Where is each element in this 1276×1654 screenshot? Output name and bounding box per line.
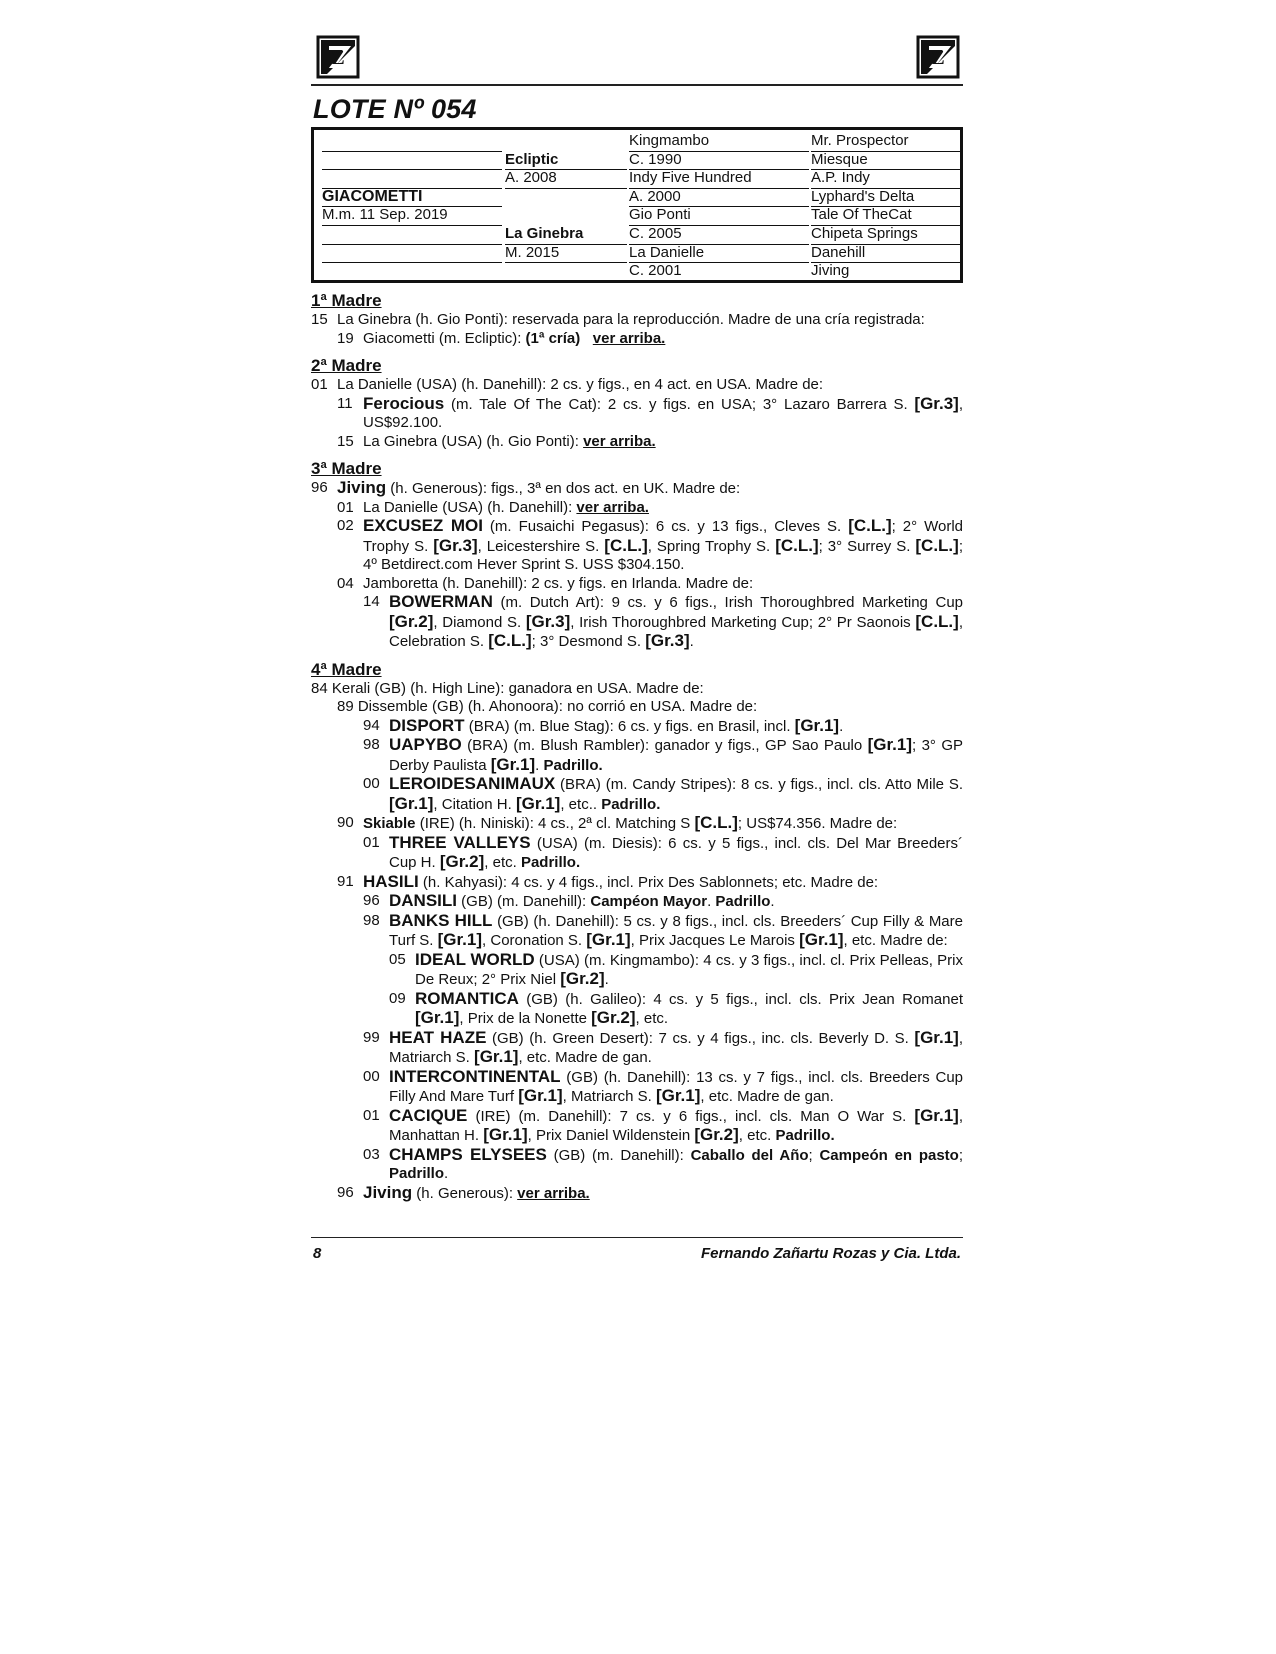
entry-text: (BRA) (m. Blush Rambler): ganador y figs., GP Sao Paulo [461, 737, 868, 754]
entry-line [311, 912, 963, 951]
entry-text: , etc. Madre de gan. [700, 1088, 834, 1105]
see-above-link: ver arriba. [583, 432, 656, 450]
entry-text: (GB) (h. Danehill): 5 cs. y 8 figs., incl. cls. Breeders´ Cup Filly & Mare Turf S. [389, 912, 963, 949]
pedigree-cell: Jiving [811, 262, 961, 282]
pedigree-row [322, 225, 960, 244]
grade-badge: [Gr.2] [560, 969, 605, 988]
pedigree-cell: A. 2000 [629, 188, 809, 208]
entry-year: 01 [337, 498, 354, 516]
pedigree-cell: M. 2015 [505, 244, 627, 264]
entry-text: , etc. [635, 1010, 669, 1027]
page-number: 8 [313, 1245, 322, 1262]
entry-text: ; US$74.356. Madre de: [737, 815, 898, 832]
svg-text:Z: Z [331, 47, 345, 69]
grade-badge: [Gr.1] [867, 735, 913, 754]
entry-year: 96 [311, 479, 328, 496]
stallion-note: Padrillo. [601, 795, 661, 813]
entry-text: (h. Generous): figs., 3ª en dos act. en UK. Madre de: [386, 480, 741, 497]
grade-badge: [Gr.1] [586, 930, 631, 949]
pedigree-cell: Indy Five Hundred [629, 169, 809, 189]
section-title: 1ª Madre [311, 291, 382, 310]
entry-text: , Irish Thoroughbred Marketing Cup; 2° Pr Saonois [570, 613, 916, 631]
entry-line [311, 395, 963, 433]
entry-line [311, 433, 963, 452]
entry-text: . [839, 717, 844, 735]
entry-year: 02 [337, 517, 354, 534]
section-tercera-madre [311, 459, 963, 652]
entry-text: (GB) (h. Green Desert): 7 cs. y 4 figs., inc. cls. Beverly D. S. [486, 1029, 915, 1047]
grade-badge: [C.L.] [915, 611, 959, 631]
entry-text: (IRE) (m. Danehill): 7 cs. y 6 figs., incl. cls. Man O War S. [467, 1107, 915, 1125]
first-foal-note: (1ª cría) [525, 329, 581, 347]
page-footer [311, 1237, 963, 1268]
grade-badge: [Gr.2] [389, 611, 434, 631]
horse-name: Jiving [363, 1182, 413, 1202]
entry-text: , Manhattan H. [389, 1107, 963, 1144]
entry-year: 11 [337, 394, 353, 412]
entry-line [311, 698, 963, 717]
pedigree-cell [505, 262, 627, 282]
pedigree-cell [322, 132, 502, 152]
entry-text: , etc.. [560, 795, 602, 813]
entry-line [311, 575, 963, 594]
entry-text: . [604, 971, 609, 988]
entry-text: . [535, 756, 544, 774]
horse-name: BANKS HILL [389, 910, 493, 930]
champion-note: Campeón en pasto [819, 1146, 959, 1164]
entry-year: 15 [311, 311, 328, 328]
grade-badge: [Gr.1] [914, 1105, 959, 1125]
pedigree-cell [322, 244, 502, 264]
horse-name: DANSILI [389, 891, 457, 910]
pedigree-row [322, 151, 960, 170]
entry-text: La Ginebra (h. Gio Ponti): reservada para la reproducción. Madre de una cría registrada: [337, 311, 925, 328]
entry-line [311, 517, 963, 575]
grade-badge: [Gr.1] [799, 930, 844, 949]
horse-name: HASILI [363, 871, 419, 891]
entry-line [311, 814, 963, 834]
entry-year: 99 [363, 1028, 380, 1046]
entry-text: , Prix Jacques Le Marois [630, 932, 800, 949]
grade-badge: [Gr.1] [490, 754, 536, 774]
champion-note: Caballo del Año [690, 1146, 809, 1164]
entry-year: 00 [363, 775, 380, 792]
pedigree-cell: La Danielle [629, 244, 809, 264]
horse-name: UAPYBO [389, 735, 462, 754]
pedigree-cell [322, 169, 502, 189]
entry-text: , Spring Trophy S. [647, 537, 776, 555]
grade-badge: [Gr.3] [645, 631, 690, 650]
svg-text:Z: Z [931, 47, 945, 69]
entry-line [311, 1068, 963, 1107]
entry-text: , Prix de la Nonette [459, 1010, 592, 1027]
pedigree-cell: Chipeta Springs [811, 225, 961, 245]
grade-badge: [C.L.] [604, 535, 648, 555]
pedigree-row [322, 132, 960, 151]
horse-name: HEAT HAZE [389, 1027, 487, 1047]
entry-line [311, 376, 963, 395]
page-header [311, 30, 963, 86]
entry-text: (BRA) (m. Blue Stag): 6 cs. y figs. en Brasil, incl. [464, 717, 795, 735]
grade-badge: [Gr.2] [439, 852, 485, 871]
entry-text: (BRA) (m. Candy Stripes): 8 cs. y figs., incl. cls. Atto Mile S. [555, 776, 963, 793]
entry-text: (IRE) (h. Niniski): 4 cs., 2ª cl. Matching S [415, 815, 695, 832]
entry-text: , Matriarch S. [562, 1088, 656, 1105]
entry-text: . [444, 1165, 449, 1182]
grade-badge: [Gr.1] [474, 1047, 519, 1066]
entry-text: Giacometti (m. Ecliptic): [363, 329, 526, 347]
horse-name: Skiable [363, 815, 416, 832]
grade-badge: [C.L.] [915, 535, 959, 555]
grade-badge: [Gr.2] [591, 1008, 636, 1027]
horse-name: THREE VALLEYS [389, 832, 531, 852]
entry-text: (USA) (m. Kingmambo): 4 cs. y 3 figs., incl. cl. Prix Pelleas, Prix De Reux; 2° Prix Niel [415, 951, 964, 988]
horse-name: BOWERMAN [389, 592, 493, 611]
entry-line [311, 990, 963, 1029]
entry-line [311, 311, 963, 330]
entry-text: ; 3° GP Derby Paulista [389, 737, 964, 774]
section-title: 2ª Madre [311, 356, 382, 375]
pedigree-cell: Lyphard's Delta [811, 188, 961, 208]
entry-year: 01 [363, 1106, 380, 1124]
pedigree-cell [322, 151, 502, 171]
entry-text: (m. Fusaichi Pegasus): 6 cs. y 13 figs., Cleves S. [482, 518, 849, 535]
entry-year: 19 [337, 329, 354, 347]
entry-line [311, 775, 963, 814]
pedigree-cell: Kingmambo [629, 132, 809, 152]
grade-badge: [Gr.1] [389, 793, 434, 813]
pedigree-birth: M.m. 11 Sep. 2019 [322, 206, 502, 226]
horse-name: LEROIDESANIMAUX [389, 774, 556, 793]
section-title: 4ª Madre [311, 659, 382, 679]
entry-text: (GB) (m. Danehill): [546, 1146, 691, 1164]
entry-text: , Coronation S. [482, 932, 587, 949]
entry-line [311, 1107, 963, 1146]
entry-text: (m. Tale Of The Cat): 2 cs. y figs. en USA; 3° Lazaro Barrera S. [444, 395, 915, 413]
pedigree-cell [505, 132, 627, 151]
pedigree-row [322, 244, 960, 263]
entry-text: (GB) (m. Danehill): [457, 893, 591, 910]
entry-line [311, 892, 963, 912]
entry-text: . [689, 633, 694, 650]
entry-text: , etc. Madre de gan. [518, 1049, 652, 1066]
entry-text: , etc. Madre de: [843, 932, 948, 949]
grade-badge: [Gr.1] [518, 1086, 563, 1105]
pedigree-cell: C. 2001 [629, 262, 809, 282]
entry-year: 01 [311, 376, 328, 393]
entry-year: 98 [363, 911, 380, 929]
entry-text: , Celebration S. [389, 613, 963, 650]
horse-name: CACIQUE [389, 1105, 468, 1125]
entry-text: La Ginebra (USA) (h. Gio Ponti): [363, 432, 584, 450]
entry-text: ; 3° Surrey S. [818, 537, 916, 555]
entry-year: 96 [337, 1183, 354, 1201]
entry-text: ; [958, 1146, 964, 1164]
pedigree-cell: Miesque [811, 151, 961, 171]
entry-text: , etc. [484, 854, 521, 871]
pedigree-row [322, 262, 960, 281]
entry-text: La Danielle (USA) (h. Danehill): [363, 498, 577, 516]
entry-line [311, 593, 963, 652]
grade-badge: [Gr.2] [694, 1125, 739, 1144]
grade-badge: [Gr.1] [415, 1008, 460, 1027]
entry-line [311, 479, 963, 499]
stallion-note: Padrillo [389, 1165, 445, 1182]
grade-badge: [Gr.1] [914, 1027, 959, 1047]
grade-badge: [C.L.] [848, 516, 892, 535]
entry-year: 09 [389, 989, 406, 1007]
entry-line [311, 680, 963, 699]
entry-text: (h. Kahyasi): 4 cs. y 4 figs., incl. Prix Des Sablonnets; etc. Madre de: [418, 873, 879, 891]
entry-text: Jamboretta (h. Danehill): 2 cs. y figs. en Irlanda. Madre de: [363, 574, 754, 592]
entry-text: ; 4º Betdirect.com Hever Sprint S. USS $304.150. [363, 537, 963, 573]
lote-title: LOTE Nº 054 [313, 94, 477, 124]
see-above-link: ver arriba. [517, 1184, 590, 1202]
pedigree-cell [505, 188, 627, 207]
entry-line [311, 834, 963, 873]
horse-name: CHAMPS ELYSEES [389, 1144, 547, 1164]
see-above-link: ver arriba. [592, 329, 666, 347]
entry-year: 90 [337, 814, 354, 831]
entry-text: . [707, 893, 716, 910]
entry-text: 89 Dissemble (GB) (h. Ahonoora): no corrió en USA. Madre de: [337, 698, 758, 715]
entry-text: . [770, 893, 775, 910]
entry-line [311, 1184, 963, 1204]
horse-name: Ferocious [363, 393, 445, 413]
stallion-note: Padrillo [715, 893, 771, 910]
pedigree-row [322, 169, 960, 188]
grade-badge: [Gr.3] [914, 393, 959, 413]
entry-line [311, 873, 963, 893]
horse-name: Jiving [337, 478, 387, 497]
entry-line [311, 1146, 963, 1184]
section-primera-madre [311, 291, 963, 348]
entry-line [311, 1029, 963, 1068]
pedigree-row [322, 188, 960, 207]
entry-text: , etc. [738, 1127, 776, 1144]
entry-year: 00 [363, 1067, 380, 1085]
entry-year: 94 [363, 716, 380, 734]
pedigree-cell [322, 262, 502, 282]
pedigree-cell [505, 206, 627, 225]
grade-badge: [Gr.1] [515, 793, 561, 813]
entry-text: (USA) (m. Diesis): 6 cs. y 5 figs., incl. cls. Del Mar Breeders´ Cup H. [389, 834, 964, 871]
grade-badge: [C.L.] [694, 813, 738, 832]
horse-name: INTERCONTINENTAL [389, 1066, 561, 1086]
pedigree-cell: Tale Of TheCat [811, 206, 961, 226]
grade-badge: [Gr.3] [525, 611, 571, 631]
pedigree-cell: C. 1990 [629, 151, 809, 171]
company-name: Fernando Zañartu Rozas y Cia. Ltda. [700, 1245, 961, 1262]
entry-text: , US$92.100. [363, 395, 963, 431]
grade-badge: [Gr.3] [433, 535, 478, 555]
entry-year: 15 [337, 432, 354, 450]
horse-name: IDEAL WORLD [415, 949, 535, 969]
entry-text: (GB) (h. Danehill): 13 cs. y 7 figs., incl. cls. Breeders Cup Filly And Mare Turf [389, 1068, 963, 1105]
entry-year: 96 [363, 892, 380, 909]
entry-year: 05 [389, 950, 406, 968]
entry-text: La Danielle (USA) (h. Danehill): 2 cs. y figs., en 4 act. en USA. Madre de: [337, 376, 824, 393]
grade-badge: [Gr.1] [483, 1125, 528, 1144]
section-cuarta-madre [311, 660, 963, 1204]
entry-text: , Diamond S. [433, 613, 526, 631]
entry-year: 01 [363, 833, 380, 851]
entry-year: 14 [363, 593, 380, 610]
grade-badge: [Gr.1] [437, 930, 483, 949]
pedigree-table [311, 127, 963, 283]
entry-text: (m. Dutch Art): 9 cs. y 6 figs., Irish Thoroughbred Marketing Cup [492, 594, 963, 611]
pedigree-sire: Ecliptic [505, 151, 627, 171]
pedigree-cell: Gio Ponti [629, 206, 809, 226]
pedigree-row [322, 206, 960, 225]
entry-text: (h. Generous): [412, 1184, 518, 1202]
grade-badge: [Gr.1] [655, 1086, 701, 1105]
entry-line [311, 717, 963, 737]
stallion-note: Padrillo. [543, 756, 603, 774]
entry-text: ; [808, 1146, 820, 1164]
pedigree-cell [322, 225, 502, 245]
entry-text: ; 2° World Trophy S. [363, 518, 964, 555]
entry-text: , Leicestershire S. [477, 537, 605, 555]
grade-badge: [Gr.1] [794, 715, 840, 735]
catalog-page [311, 30, 963, 1203]
entry-line [311, 951, 963, 990]
brand-logo-right [915, 34, 961, 80]
entry-year: 04 [337, 574, 354, 592]
entry-year: 98 [363, 736, 380, 753]
entry-text: (GB) (h. Galileo): 4 cs. y 5 figs., incl. cls. Prix Jean Romanet [518, 990, 963, 1008]
grade-badge: [C.L.] [775, 535, 819, 555]
horse-name: ROMANTICA [415, 988, 519, 1008]
champion-note: Campéon Mayor [590, 893, 708, 910]
grade-badge: [C.L.] [488, 631, 532, 650]
entry-text: ; 3° Desmond S. [531, 633, 646, 650]
pedigree-cell: Danehill [811, 244, 961, 264]
pedigree-horse-name: GIACOMETTI [322, 188, 502, 208]
entry-year: 91 [337, 872, 354, 890]
pedigree-cell: A. 2008 [505, 169, 627, 189]
pedigree-cell: A.P. Indy [811, 169, 961, 189]
pedigree-cell: C. 2005 [629, 225, 809, 245]
entry-text: , Citation H. [433, 795, 516, 813]
horse-name: EXCUSEZ MOI [363, 516, 483, 535]
entry-text: 84 Kerali (GB) (h. High Line): ganadora en USA. Madre de: [311, 679, 704, 697]
pedigree-cell: Mr. Prospector [811, 132, 961, 152]
stallion-note: Padrillo. [520, 854, 581, 871]
entry-line [311, 330, 963, 349]
entry-text: , Prix Daniel Wildenstein [527, 1127, 695, 1144]
entry-text: , Matriarch S. [389, 1029, 963, 1066]
section-segunda-madre [311, 356, 963, 451]
stallion-note: Padrillo. [775, 1127, 835, 1144]
see-above-link: ver arriba. [576, 498, 649, 516]
entry-line [311, 499, 963, 518]
brand-logo-left [315, 34, 361, 80]
pedigree-dam: La Ginebra [505, 225, 627, 245]
entry-year: 03 [363, 1145, 380, 1163]
section-title: 3ª Madre [311, 459, 382, 478]
horse-name: DISPORT [389, 715, 465, 735]
entry-line [311, 736, 963, 775]
